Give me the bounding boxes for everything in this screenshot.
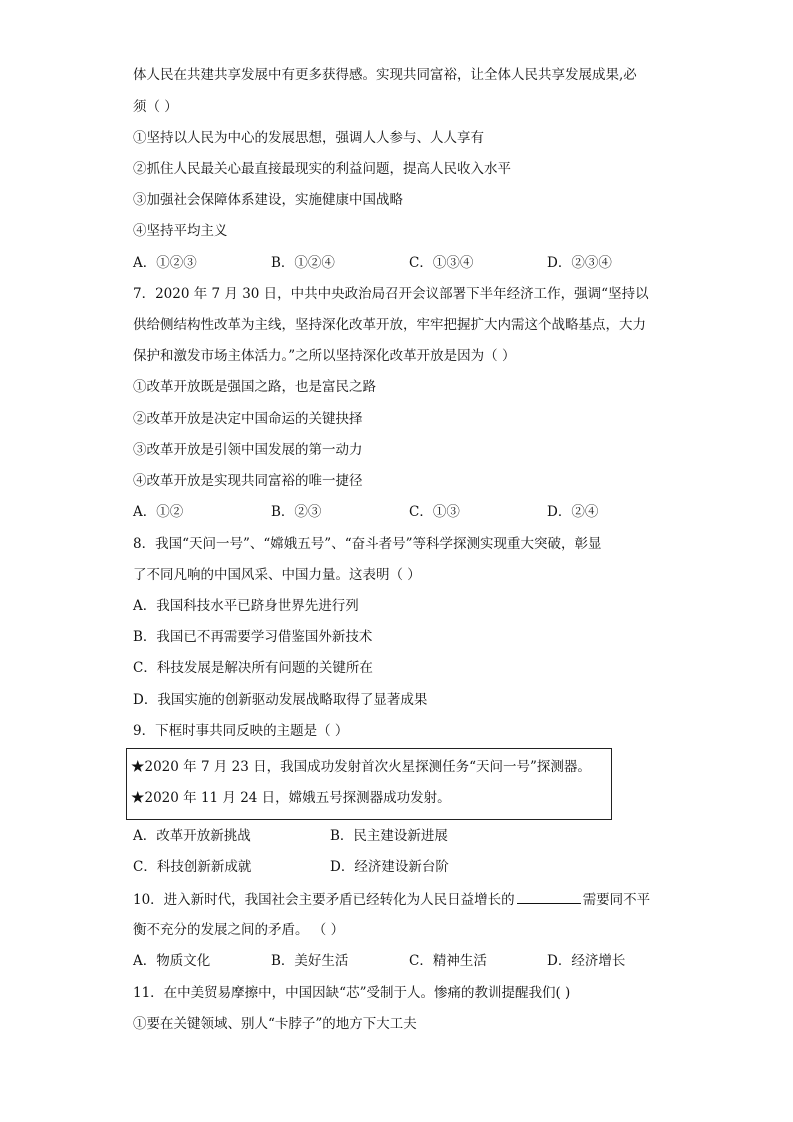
q10-option-c: C．精神生活 <box>409 953 487 969</box>
q7-stem-line-1: 7．2020 年 7 月 30 日，中共中央政治局召开会议部署下半年经济工作，强调“坚持以 <box>133 286 649 302</box>
q7-option-a: A．①② <box>133 504 184 520</box>
news-item-1: ★2020 年 7 月 23 日，我国成功发射首次火星探测任务“天问一号”探测器。 <box>131 759 591 775</box>
q7-option-b: B．②③ <box>271 504 322 520</box>
q7-stem-line-2: 供给侧结构性改革为主线，坚持深化改革开放，牢牢把握扩大内需这个战略基点，大力 <box>133 317 646 333</box>
q6-stem-line-2: 须（ ） <box>133 99 178 115</box>
q8-option-b: B．我国已不再需要学习借鉴国外新技术 <box>133 629 373 645</box>
q11-item-1: ①要在关键领域、别人“卡脖子”的地方下大工夫 <box>133 1016 417 1032</box>
q10-option-b: B．美好生活 <box>271 953 349 969</box>
q7-stem-line-3: 保护和激发市场主体活力。”之所以坚持深化改革开放是因为（ ） <box>133 348 516 364</box>
q9-option-d: D．经济建设新台阶 <box>330 859 449 875</box>
q6-item-1: ①坚持以人民为中心的发展思想，强调人人参与、人人享有 <box>133 130 484 146</box>
q6-option-d: D．②③④ <box>547 255 612 271</box>
answer-blank <box>517 889 581 904</box>
q8-option-c: C．科技发展是解决所有问题的关键所在 <box>133 660 373 676</box>
q7-item-2: ②改革开放是决定中国命运的关键抉择 <box>133 411 363 427</box>
q11-stem: 11．在中美贸易摩擦中，中国因缺“芯”受制于人。惨痛的教训提醒我们( ) <box>133 985 571 1001</box>
q10-stem-line-2: 衡不充分的发展之间的矛盾。 （ ） <box>133 922 345 938</box>
q6-stem-line-1: 体人民在共建共享发展中有更多获得感。实现共同富裕，让全体人民共享发展成果,必 <box>133 67 637 83</box>
q7-option-c: C．①③ <box>409 504 460 520</box>
q9-option-a: A．改革开放新挑战 <box>133 828 251 844</box>
q10-stem-before-blank: 10．进入新时代，我国社会主要矛盾已经转化为人民日益增长的 <box>133 892 515 908</box>
q6-option-b: B．①②④ <box>271 255 335 271</box>
q10-stem-line-1 <box>133 889 650 910</box>
news-item-2: ★2020 年 11 月 24 日，嫦娥五号探测器成功发射。 <box>131 790 451 806</box>
q8-option-d: D．我国实施的创新驱动发展战略取得了显著成果 <box>133 692 428 708</box>
q6-option-a: A．①②③ <box>133 255 197 271</box>
q8-stem-line-1: 8．我国“天问一号”、“嫦娥五号”、“奋斗者号”等科学探测实现重大突破，彰显 <box>133 536 602 552</box>
q7-item-3: ③改革开放是引领中国发展的第一动力 <box>133 442 363 458</box>
q6-item-4: ④坚持平均主义 <box>133 223 228 239</box>
q9-option-b: B．民主建设新进展 <box>330 828 448 844</box>
q10-option-d: D．经济增长 <box>547 953 626 969</box>
q10-option-a: A．物质文化 <box>133 953 211 969</box>
q9-stem: 9．下框时事共同反映的主题是（ ） <box>133 723 349 739</box>
q10-stem-after-blank: 需要同不平 <box>582 892 651 908</box>
q9-option-c: C．科技创新新成就 <box>133 859 252 875</box>
q7-option-d: D．②④ <box>547 504 599 520</box>
q8-option-a: A．我国科技水平已跻身世界先进行列 <box>133 598 359 614</box>
q6-item-3: ③加强社会保障体系建设，实施健康中国战略 <box>133 192 403 208</box>
q6-item-2: ②抓住人民最关心最直接最现实的利益问题，提高人民收入水平 <box>133 161 511 177</box>
q6-option-c: C．①③④ <box>409 255 474 271</box>
q8-stem-line-2: 了不同凡响的中国风采、中国力量。这表明（ ） <box>133 567 421 583</box>
q7-item-4: ④改革开放是实现共同富裕的唯一捷径 <box>133 473 363 489</box>
q7-item-1: ①改革开放既是强国之路，也是富民之路 <box>133 379 376 395</box>
